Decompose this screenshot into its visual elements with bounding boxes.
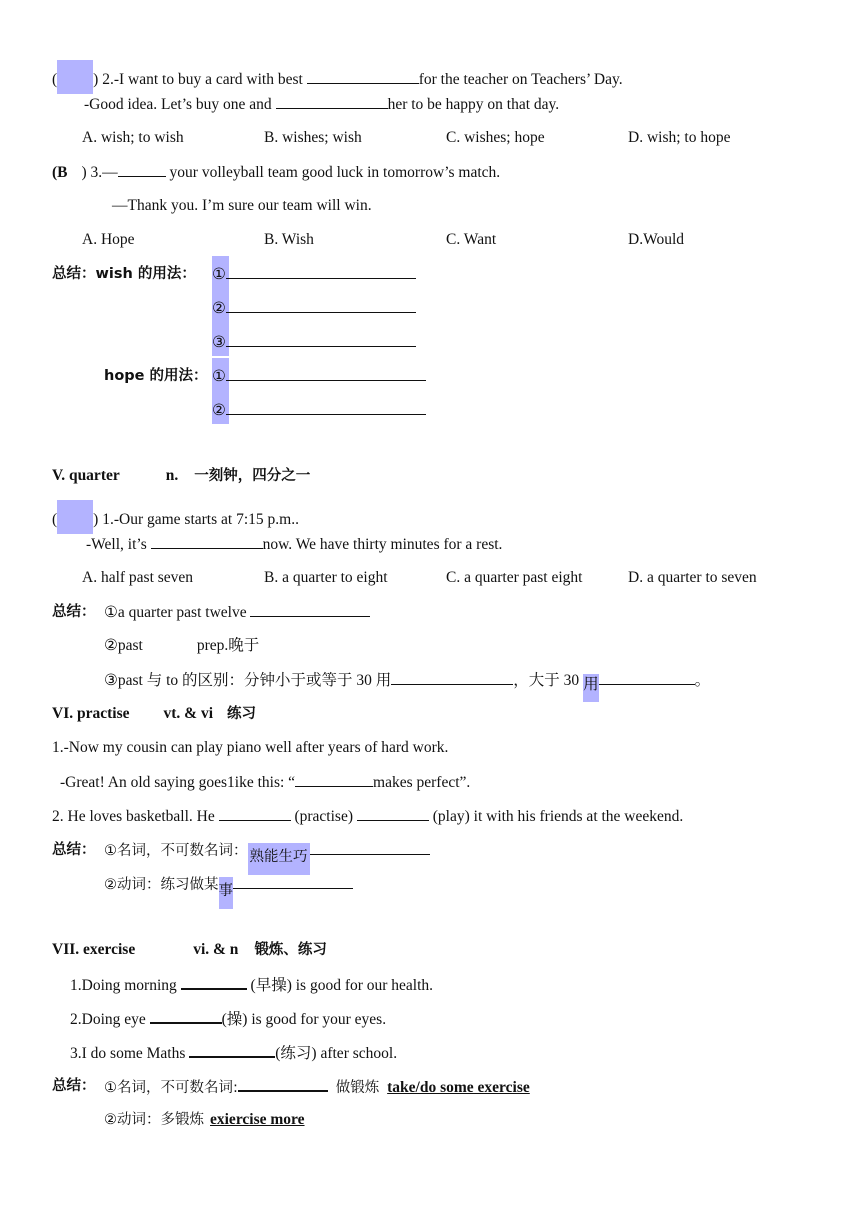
section-title: V. quarter: [52, 467, 120, 484]
summary-text: ②past: [104, 637, 143, 654]
sec6-summary-2: [104, 874, 353, 909]
answer-blank[interactable]: [226, 264, 416, 279]
part-of-speech: n.: [165, 467, 179, 484]
question-text: -Well, it’s: [86, 536, 147, 553]
answer-blank[interactable]: [150, 1008, 222, 1024]
answer-blank[interactable]: [233, 874, 353, 889]
highlighted-text: 用: [583, 674, 599, 702]
answer-blank[interactable]: [226, 298, 416, 313]
paren-close: ): [81, 164, 87, 181]
summary-text: ②动词：多锻炼: [104, 1112, 204, 1128]
answer-blank[interactable]: [307, 69, 419, 84]
question-text: your volleyball team good luck in tomorrow’s match.: [169, 164, 501, 181]
answer-blank[interactable]: [118, 162, 166, 177]
sec6-q1-line1: 1.-Now my cousin can play piano well after years of hard work.: [52, 739, 449, 756]
option-a: A. wish; to wish: [82, 129, 184, 146]
question-text: (play) it with his friends at the weekend.: [432, 808, 684, 825]
option-c: C. Want: [446, 231, 497, 248]
option-c: C. wishes; hope: [446, 129, 545, 146]
option-a: A. half past seven: [82, 569, 194, 586]
question-text: her to be happy on that day.: [387, 96, 560, 113]
answer-text: take/do some exercise: [387, 1079, 530, 1096]
circled-number: ②: [212, 402, 226, 419]
question-text: 3.I do some Maths: [70, 1045, 186, 1062]
summary-text: 。: [694, 672, 711, 689]
question-text: -Great! An old saying goes1ike this: “: [60, 774, 296, 791]
highlighted-text: 事: [219, 877, 234, 909]
summary-label: 总结：: [52, 842, 96, 858]
sec6-summary-1: [104, 840, 430, 875]
summary-wish-3: [212, 332, 416, 353]
answer-blank[interactable]: [250, 602, 370, 617]
summary-label: 总结：: [52, 604, 96, 620]
sec6-q1-line2: [60, 772, 470, 793]
answer-blank[interactable]: [226, 366, 426, 381]
question-text: 2.Doing eye: [70, 1011, 146, 1028]
paren-open: (: [52, 71, 58, 88]
question-text: makes perfect”.: [373, 774, 471, 791]
sec5-summary-2: [104, 636, 259, 656]
answer-blank[interactable]: [226, 400, 426, 415]
option-a: A. Hope: [82, 231, 135, 248]
q3-line2: —Thank you. I’m sure our team will win.: [112, 197, 372, 214]
summary-text: ①名词，不可数名词：: [104, 843, 248, 859]
question-text: 2. He loves basketball. He: [52, 808, 215, 825]
answer-text: exiercise more: [210, 1111, 305, 1128]
sec5-q1-line1: [52, 500, 299, 534]
option-d: D. wish; to hope: [628, 129, 731, 146]
paren-open: (: [52, 511, 58, 528]
summary-wish-2: [212, 298, 416, 319]
question-text: now. We have thirty minutes for a rest.: [262, 536, 503, 553]
answer-blank[interactable]: [238, 1076, 328, 1092]
question-text: 3.—: [90, 164, 118, 181]
part-of-speech: vi. & n: [193, 941, 239, 958]
sec7-summary-2: [104, 1110, 311, 1130]
summary-text: ，大于 30: [513, 672, 584, 689]
summary-hope-2: [212, 400, 426, 421]
summary-label: 总结：: [52, 1078, 96, 1094]
part-of-speech: vt. & vi: [163, 705, 214, 722]
sec7-q1: [70, 974, 433, 996]
answer-blank[interactable]: [599, 670, 695, 685]
circled-number: ②: [212, 300, 226, 317]
answer-blank[interactable]: [276, 94, 388, 109]
sec5-q1-line2: [86, 534, 502, 555]
answer-blank[interactable]: [219, 806, 291, 821]
option-d: D.Would: [628, 231, 685, 248]
summary-text: ①a quarter past twelve: [104, 604, 247, 621]
sec7-q2: [70, 1008, 386, 1030]
q2-line2: [84, 94, 559, 115]
answer-blank[interactable]: [391, 670, 513, 685]
question-text: 1.Doing morning: [70, 977, 177, 994]
answer-blank[interactable]: [310, 840, 430, 855]
option-b: B. a quarter to eight: [264, 569, 388, 586]
paren-close: ): [93, 71, 99, 88]
sec7-q3: [70, 1042, 397, 1064]
sec6-q2: [52, 806, 683, 827]
answer-highlight: [57, 60, 93, 94]
summary-text: ③past 与 to 的区别：分钟小于或等于 30 用: [104, 672, 392, 689]
question-text: -Good idea. Let’s buy one and: [84, 96, 272, 113]
summary-hope-label: hope 的用法：: [104, 368, 208, 384]
section-title: VI. practise: [52, 705, 130, 722]
section-v-heading: [52, 466, 310, 486]
summary-text: ②动词：练习做某: [104, 877, 219, 893]
answer-blank[interactable]: [181, 974, 247, 990]
meaning: 练习: [227, 706, 257, 722]
question-text: (练习) after school.: [275, 1045, 398, 1062]
highlighted-text: 熟能生巧: [248, 843, 310, 875]
question-text: 2.-I want to buy a card with best: [102, 71, 303, 88]
paren-close: ): [93, 511, 99, 528]
section-title: VII. exercise: [52, 941, 136, 958]
question-text: (操) is good for your eyes.: [221, 1011, 387, 1028]
option-b: B. Wish: [264, 231, 314, 248]
circled-number: ①: [212, 368, 226, 385]
sec7-summary-1: [104, 1076, 530, 1098]
section-vi-heading: [52, 704, 256, 724]
sec5-summary-3: [104, 670, 710, 702]
option-b: B. wishes; wish: [264, 129, 362, 146]
circled-number: ③: [212, 334, 226, 351]
meaning: 锻炼、练习: [254, 942, 327, 958]
answer-letter: (B: [52, 164, 68, 181]
summary-text: prep.晚于: [196, 637, 260, 654]
section-vii-heading: [52, 940, 327, 960]
circled-number: ①: [212, 266, 226, 283]
answer-highlight: [57, 500, 93, 534]
answer-blank[interactable]: [226, 332, 416, 347]
q3-line1: [52, 162, 500, 183]
q2-line1: [52, 60, 623, 94]
question-text: for the teacher on Teachers’ Day.: [418, 71, 623, 88]
summary-text: ①名词，不可数名词:: [104, 1080, 238, 1096]
option-d: D. a quarter to seven: [628, 569, 757, 586]
sec5-summary-1: [104, 602, 370, 623]
question-text: (practise): [294, 808, 353, 825]
question-text: 1.-Our game starts at 7:15 p.m..: [102, 511, 299, 528]
summary-hope-1: [212, 366, 426, 387]
meaning: 一刻钟，四分之一: [194, 468, 311, 484]
summary-text: 做锻炼: [335, 1080, 380, 1096]
answer-blank[interactable]: [295, 772, 373, 787]
summary-wish-1: [212, 264, 416, 285]
answer-blank[interactable]: [189, 1042, 275, 1058]
option-c: C. a quarter past eight: [446, 569, 583, 586]
answer-blank[interactable]: [357, 806, 429, 821]
answer-blank[interactable]: [151, 534, 263, 549]
question-text: (早操) is good for our health.: [250, 977, 434, 994]
summary-wish-label: 总结：wish 的用法：: [52, 266, 196, 282]
